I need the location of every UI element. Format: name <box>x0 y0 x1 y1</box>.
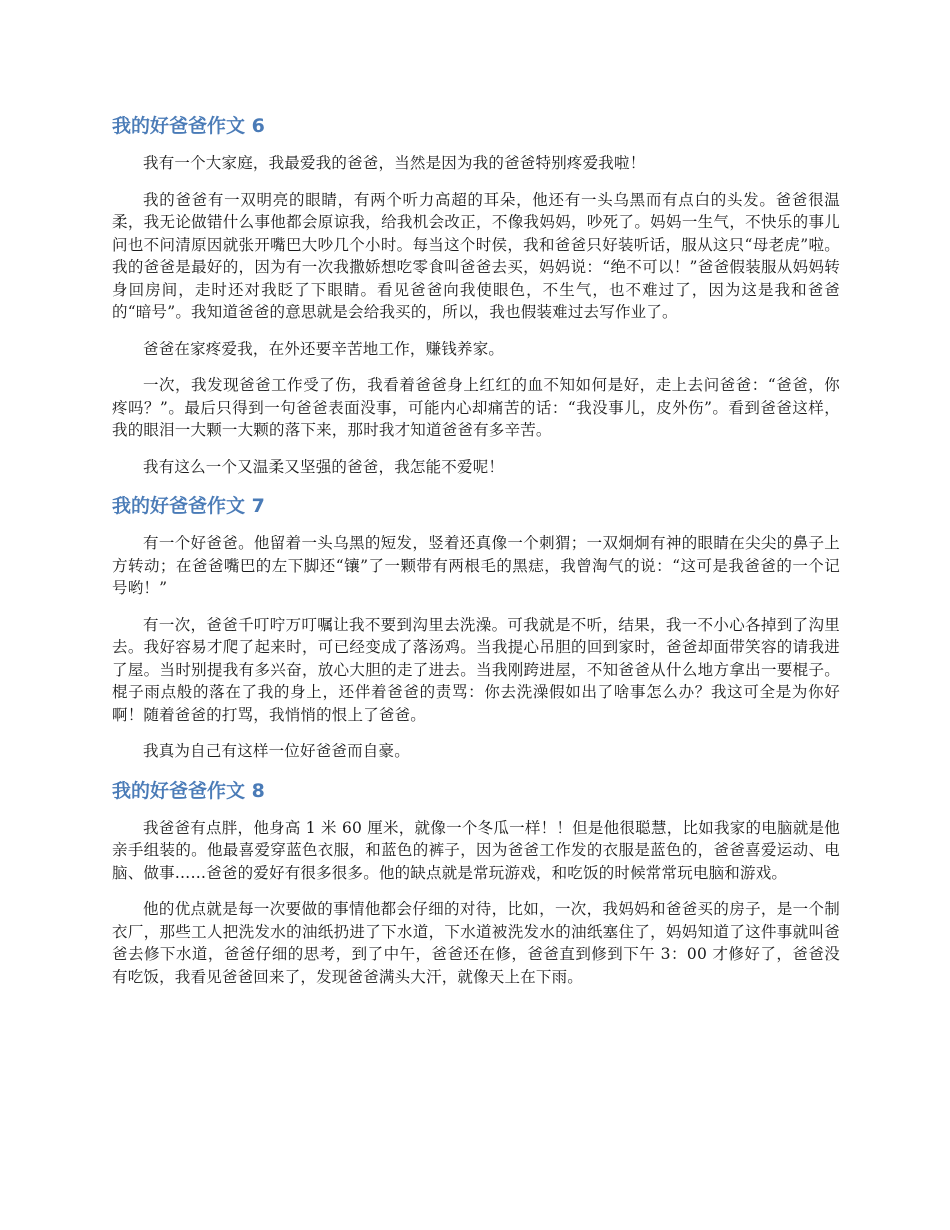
essay-section-6 <box>112 112 840 478</box>
paragraph: 我的爸爸有一双明亮的眼睛，有两个听力高超的耳朵，他还有一头乌黑而有点白的头发。爸爸很温柔，我无论做错什么事他都会原谅我，给我机会改正，不像我妈妈，吵死了。妈妈一生气，不快乐的事儿问也不问清原因就张开嘴巴大吵几个小时。每当这个时侯，我和爸爸只好装听话，服从这只“母老虎”啦。我的爸爸是最好的，因为有一次我撒娇想吃零食叫爸爸去买，妈妈说：“绝不可以！”爸爸假装服从妈妈转身回房间，走时还对我眨了下眼睛。看见爸爸向我使眼色，不生气，也不难过了，因为这是我和爸爸的“暗号”。我知道爸爸的意思就是会给我买的，所以，我也假装难过去写作业了。 <box>112 190 840 321</box>
paragraph: 有一个好爸爸。他留着一头乌黑的短发，竖着还真像一个刺猬；一双炯炯有神的眼睛在尖尖的鼻子上方转动；在爸爸嘴巴的左下脚还“镶”了一颗带有两根毛的黑痣，我曾淘气的说：“这可是我爸爸的一个记号哟！” <box>112 534 840 597</box>
paragraph: 有一次，爸爸千叮咛万叮嘱让我不要到沟里去洗澡。可我就是不听，结果，我一不小心各掉到了沟里去。我好容易才爬了起来时，可已经变成了落汤鸡。当我提心吊胆的回到家时，爸爸却面带笑容的请我进了屋。当时别提我有多兴奋，放心大胆的走了进去。当我刚跨进屋，不知爸爸从什么地方拿出一要棍子。棍子雨点般的落在了我的身上，还伴着爸爸的责骂：你去洗澡假如出了啥事怎么办？我这可全是为你好啊！随着爸爸的打骂，我悄悄的恨上了爸爸。 <box>112 615 840 724</box>
document-page <box>112 112 840 1002</box>
paragraph: 我真为自己有这样一位好爸爸而自豪。 <box>143 742 410 760</box>
paragraph: 我有一个大家庭，我最爱我的爸爸，当然是因为我的爸爸特别疼爱我啦！ <box>143 154 646 172</box>
section-title: 我的好爸爸作文 6 <box>112 115 265 137</box>
section-title: 我的好爸爸作文 7 <box>112 495 265 517</box>
paragraph: 爸爸在家疼爱我，在外还要辛苦地工作，赚钱养家。 <box>143 339 505 358</box>
paragraph: 一次，我发现爸爸工作受了伤，我看着爸爸身上红红的血不知如何是好，走上去问爸爸：“爸爸，你疼吗？”。最后只得到一句爸爸表面没事，可能内心却痛苦的话：“我没事儿，皮外伤”。看到爸爸这样，我的眼泪一大颗一大颗的落下来，那时我才知道爸爸有多辛苦。 <box>112 376 840 439</box>
essay-section-8 <box>112 777 840 989</box>
paragraph: 他的优点就是每一次要做的事情他都会仔细的对待，比如，一次，我妈妈和爸爸买的房子，是一个制衣厂，那些工人把洗发水的油纸扔进了下水道，下水道被洗发水的油纸塞住了，妈妈知道了这件事就叫爸爸去修下水道，爸爸仔细的思考，到了中午，爸爸还在修，爸爸直到修到下午 3：00 才修好了，爸爸没有吃饭，我看见爸爸回来了，发现爸爸满头大汗，就像天上在下雨。 <box>112 900 840 986</box>
paragraph: 我爸爸有点胖，他身高 1 米 60 厘米，就像一个冬瓜一样！！但是他很聪慧，比如我家的电脑就是他亲手组装的。他最喜爱穿蓝色衣服，和蓝色的裤子，因为爸爸工作发的衣服是蓝色的，爸爸喜爱运动、电脑、做事……爸爸的爱好有很多很多。他的缺点就是常玩游戏，和吃饭的时候常常玩电脑和游戏。 <box>112 818 840 882</box>
essay-section-7 <box>112 492 840 763</box>
paragraph: 我有这么一个又温柔又坚强的爸爸，我怎能不爱呢！ <box>143 457 505 476</box>
section-title: 我的好爸爸作文 8 <box>112 779 265 802</box>
